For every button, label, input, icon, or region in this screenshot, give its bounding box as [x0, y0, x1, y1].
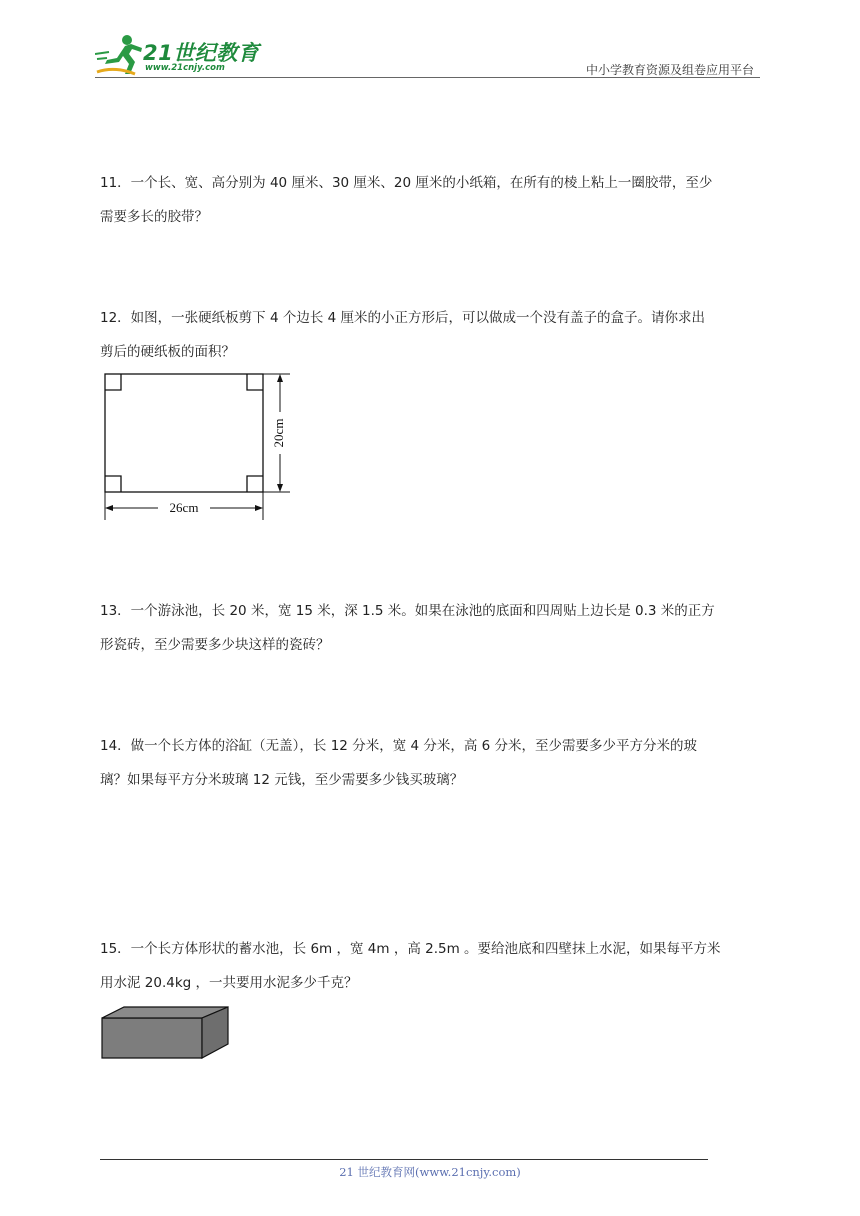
header-divider	[95, 77, 760, 78]
logo-text: 21世纪教育	[143, 41, 260, 65]
runner-icon	[95, 32, 145, 76]
question-text: 剪后的硬纸板的面积？	[100, 344, 235, 360]
question-11	[100, 166, 762, 234]
question-14	[100, 729, 762, 797]
question-13	[100, 594, 762, 662]
footer-divider	[100, 1159, 708, 1160]
question-15	[100, 932, 762, 1000]
logo-url: www.21cnjy.com	[145, 63, 225, 73]
cardboard-figure	[100, 366, 300, 526]
page-header	[95, 28, 760, 80]
question-text: 用水泥 20.4kg ，一共要用水泥多少千克？	[100, 975, 358, 991]
platform-title: 中小学教育资源及组卷应用平台	[585, 63, 754, 77]
question-text: 12．如图，一张硬纸板剪下 4 个边长 4 厘米的小正方形后，可以做成一个没有盖子的盒子。请你求出	[100, 310, 706, 326]
question-text: 形瓷砖，至少需要多少块这样的瓷砖？	[100, 637, 330, 653]
height-label: 20cm	[270, 418, 286, 448]
question-text: 13．一个游泳池，长 20 米，宽 15 米，深 1.5 米。如果在泳池的底面和四周贴上边长是 0.3 米的正方	[100, 603, 715, 619]
cuboid-figure	[98, 1004, 238, 1062]
question-text: 需要多长的胶带？	[100, 209, 208, 225]
question-text: 14．做一个长方体的浴缸（无盖），长 12 分米，宽 4 分米，高 6 分米，至少需要多少平方分米的玻	[100, 738, 698, 754]
width-label: 26cm	[169, 500, 199, 515]
footer-text[interactable]: 21 世纪教育网(www.21cnjy.com)	[339, 1165, 521, 1179]
question-text: 15．一个长方体形状的蓄水池，长 6m ，宽 4m ，高 2.5m 。要给池底和四壁抹上水泥，如果每平方米	[100, 941, 721, 957]
question-text: 璃？如果每平方分米玻璃 12 元钱，至少需要多少钱买玻璃？	[100, 772, 464, 788]
question-text: 11．一个长、宽、高分别为 40 厘米、30 厘米、20 厘米的小纸箱，在所有的棱上粘上一圈胶带，至少	[100, 175, 713, 191]
question-12	[100, 301, 762, 369]
site-logo[interactable]	[95, 32, 260, 76]
